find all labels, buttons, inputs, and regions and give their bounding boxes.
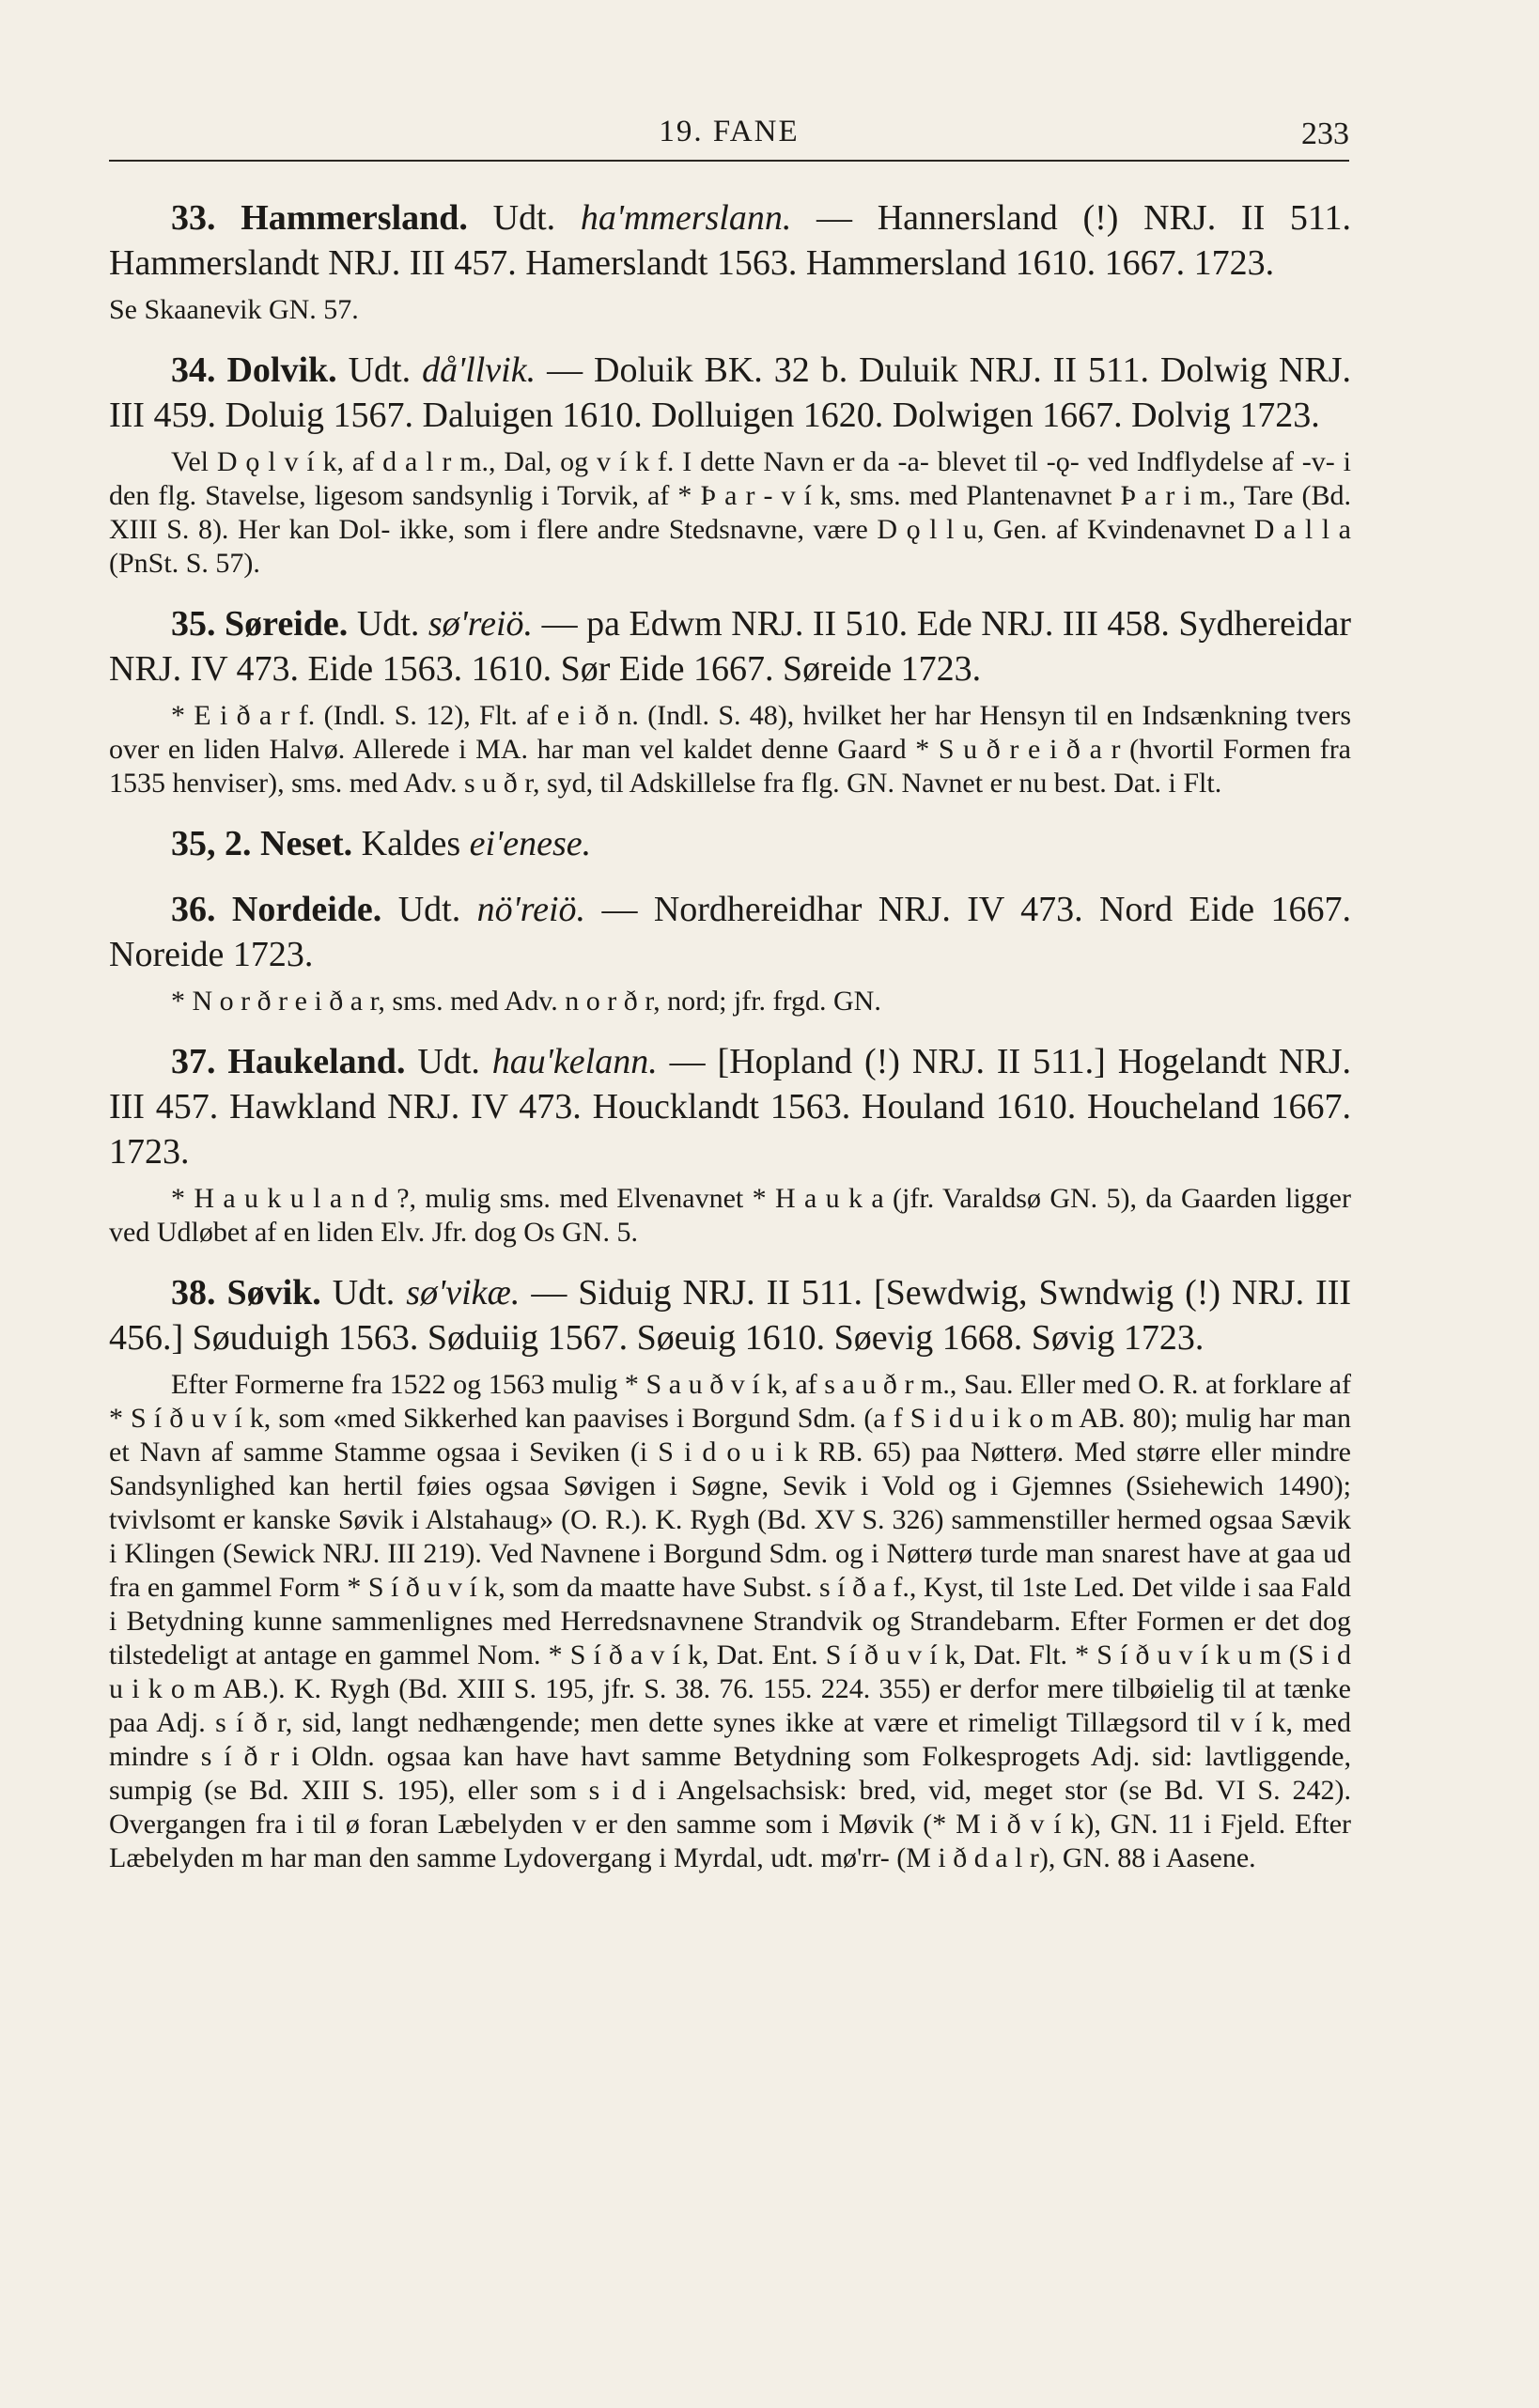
entry-text	[109, 1039, 1351, 1174]
entry-37	[109, 1039, 1351, 1250]
udt-label: Kaldes	[361, 824, 461, 863]
farm-name: Neset.	[260, 824, 353, 863]
farm-name: Søvik.	[226, 1273, 321, 1313]
entry-number: 37.	[171, 1042, 216, 1081]
udt-label: Udt.	[492, 198, 556, 238]
entry-number: 38.	[171, 1273, 216, 1313]
historical-forms: — pa Edwm NRJ. II 510. Ede NRJ. III 458. Sydhereidar NRJ. IV 473. Eide 1563. 1610. Sør Eide 1667. Søreide 1723.	[109, 604, 1352, 689]
udt-label: Udt.	[417, 1042, 480, 1081]
page-number: 233	[1301, 117, 1349, 151]
historical-forms: — Doluik BK. 32 b. Duluik NRJ. II 511. Dolwig NRJ. III 459. Doluig 1567. Daluigen 1610. Dolluigen 1620. Dolwigen 1667. Dolvig 1723.	[109, 350, 1352, 435]
entry-number: 35, 2.	[171, 824, 252, 863]
entry-text	[109, 195, 1351, 286]
entry-33	[109, 195, 1351, 327]
pronunciation: ha'mmerslann.	[580, 198, 792, 238]
running-header	[109, 103, 1349, 162]
entry-text	[109, 821, 1351, 866]
udt-label: Udt.	[332, 1273, 396, 1313]
farm-name: Søreide.	[225, 604, 349, 644]
historical-forms: — [Hopland (!) NRJ. II 511.] Hogelandt NRJ. III 457. Hawkland NRJ. IV 473. Houcklandt 1563. Houland 1610. Houcheland 1667. 1723.	[109, 1042, 1352, 1172]
entry-note: * E i ð a r f. (Indl. S. 12), Flt. af e i ð n. (Indl. S. 48), hvilket her har Hensyn til en Indsænkning tvers over en liden Halvø. Allerede i MA. har man vel kaldet denne Gaard * S u ð r e i ð a r (hvortil Formen fra 1535 henviser), sms. med Adv. s u ð r, syd, til Adskillelse fra flg. GN. Navnet er nu best. Dat. i Flt.	[109, 700, 1351, 799]
pronunciation: sø'reiö.	[428, 604, 534, 644]
historical-forms: — Siduig NRJ. II 511. [Sewdwig, Swndwig (!) NRJ. III 456.] Søuduigh 1563. Søduiig 1567. Søeuig 1610. Søevig 1668. Søvig 1723.	[109, 1273, 1352, 1358]
entry-text	[109, 887, 1351, 977]
farm-name: Dolvik.	[226, 350, 337, 390]
farm-name: Hammersland.	[241, 198, 468, 238]
pronunciation: sø'vikæ.	[406, 1273, 521, 1313]
pronunciation: ei'enese.	[469, 824, 592, 863]
entry-35-2	[109, 821, 1351, 866]
udt-label: Udt.	[356, 604, 420, 644]
farm-name: Haukeland.	[227, 1042, 406, 1081]
historical-forms: — Nordhereidhar NRJ. IV 473. Nord Eide 1667. Noreide 1723.	[109, 890, 1352, 974]
entry-note: Se Skaanevik GN. 57.	[109, 294, 359, 325]
entry-note: * H a u k u l a n d ?, mulig sms. med Elvenavnet * H a u k a (jfr. Varaldsø GN. 5), da Gaarden ligger ved Udløbet af en liden Elv. Jfr. dog Os GN. 5.	[109, 1183, 1351, 1248]
entry-text	[109, 601, 1351, 691]
farm-name: Nordeide.	[231, 890, 382, 929]
udt-label: Udt.	[397, 890, 461, 929]
running-title: 19. FANE	[659, 115, 800, 148]
entry-34	[109, 348, 1351, 581]
entry-number: 36.	[171, 890, 216, 929]
pronunciation: hau'kelann.	[491, 1042, 658, 1081]
pronunciation: då'llvik.	[422, 350, 536, 390]
entry-text	[109, 1270, 1351, 1360]
page-body	[109, 195, 1351, 1875]
entry-text	[109, 348, 1351, 438]
entry-35	[109, 601, 1351, 800]
entry-note: Efter Formerne fra 1522 og 1563 mulig * S a u ð v í k, af s a u ð r m., Sau. Eller med O. R. at forklare af * S í ð u v í k, som «med Sikkerhed kan paavises i Borgund Sdm. (a f S i d u i k o m AB. 80); mulig har man et Navn af samme Stamme ogsaa i Seviken (i S i d o u i k RB. 65) paa Nøtterø. Med større eller mindre Sandsynlighed kan hertil føies ogsaa Søvigen i Søgne, Sevik i Vold og i Gjemnes (Ssiehewich 1490); tvivlsomt er kanske Søvik i Alstahaug» (O. R.). K. Rygh (Bd. XV S. 326) sammenstiller hermed ogsaa Sævik i Klingen (Sewick NRJ. III 219). Ved Navnene i Borgund Sdm. og i Nøtterø turde man snarest have at gaa ud fra en gammel Form * S í ð u v í k, som da maatte have Subst. s í ð a f., Kyst, til 1ste Led. Det vilde i saa Fald i Betydning kunne sammenlignes med Herredsnavnene Strandvik og Strandebarm. Efter Formen er det dog tilstedeligt at antage en gammel Nom. * S í ð a v í k, Dat. Ent. S í ð u v í k, Dat. Flt. * S í ð u v í k u m (S i d u i k o m AB.). K. Rygh (Bd. XIII S. 195, jfr. S. 38. 76. 155. 224. 355) er derfor mere tilbøielig til at tænke paa Adj. s í ð r, sid, langt nedhængende; men dette synes ikke at være et rimeligt Tillægsord til v í k, med mindre s í ð r i Oldn. ogsaa kan have havt samme Betydning som Folkesprogets Adj. sid: lavtliggende, sumpig (se Bd. XIII S. 195), eller som s i d i Angelsachsisk: bred, vid, meget stor (se Bd. VI S. 242). Overgangen fra i til ø foran Læbelyden v er den samme som i Møvik (* M i ð v í k), GN. 11 i Fjeld. Efter Læbelyden m har man den samme Lydovergang i Myrdal, udt. mø'rr- (M i ð d a l r), GN. 88 i Aasene.	[109, 1369, 1351, 1873]
entry-number: 33.	[171, 198, 216, 238]
entry-note: * N o r ð r e i ð a r, sms. med Adv. n o r ð r, nord; jfr. frgd. GN.	[171, 986, 881, 1017]
pronunciation: nö'reiö.	[476, 890, 586, 929]
entry-38	[109, 1270, 1351, 1875]
udt-label: Udt.	[348, 350, 412, 390]
entry-number: 34.	[171, 350, 216, 390]
entry-36	[109, 887, 1351, 1018]
historical-forms: — Hannersland (!) NRJ. II 511. Hammerslandt NRJ. III 457. Hamerslandt 1563. Hammersland 1610. 1667. 1723.	[109, 198, 1352, 283]
entry-note: Vel D ǫ l v í k, af d a l r m., Dal, og v í k f. I dette Navn er da -a- blevet til -ǫ- ved Indflydelse af -v- i den flg. Stavelse, ligesom sandsynlig i Torvik, af * Þ a r - v í k, sms. med Plantenavnet Þ a r i m., Tare (Bd. XIII S. 8). Her kan Dol- ikke, som i flere andre Stedsnavne, være D ǫ l l u, Gen. af Kvindenavnet D a l l a (PnSt. S. 57).	[109, 446, 1351, 579]
entry-number: 35.	[171, 604, 216, 644]
